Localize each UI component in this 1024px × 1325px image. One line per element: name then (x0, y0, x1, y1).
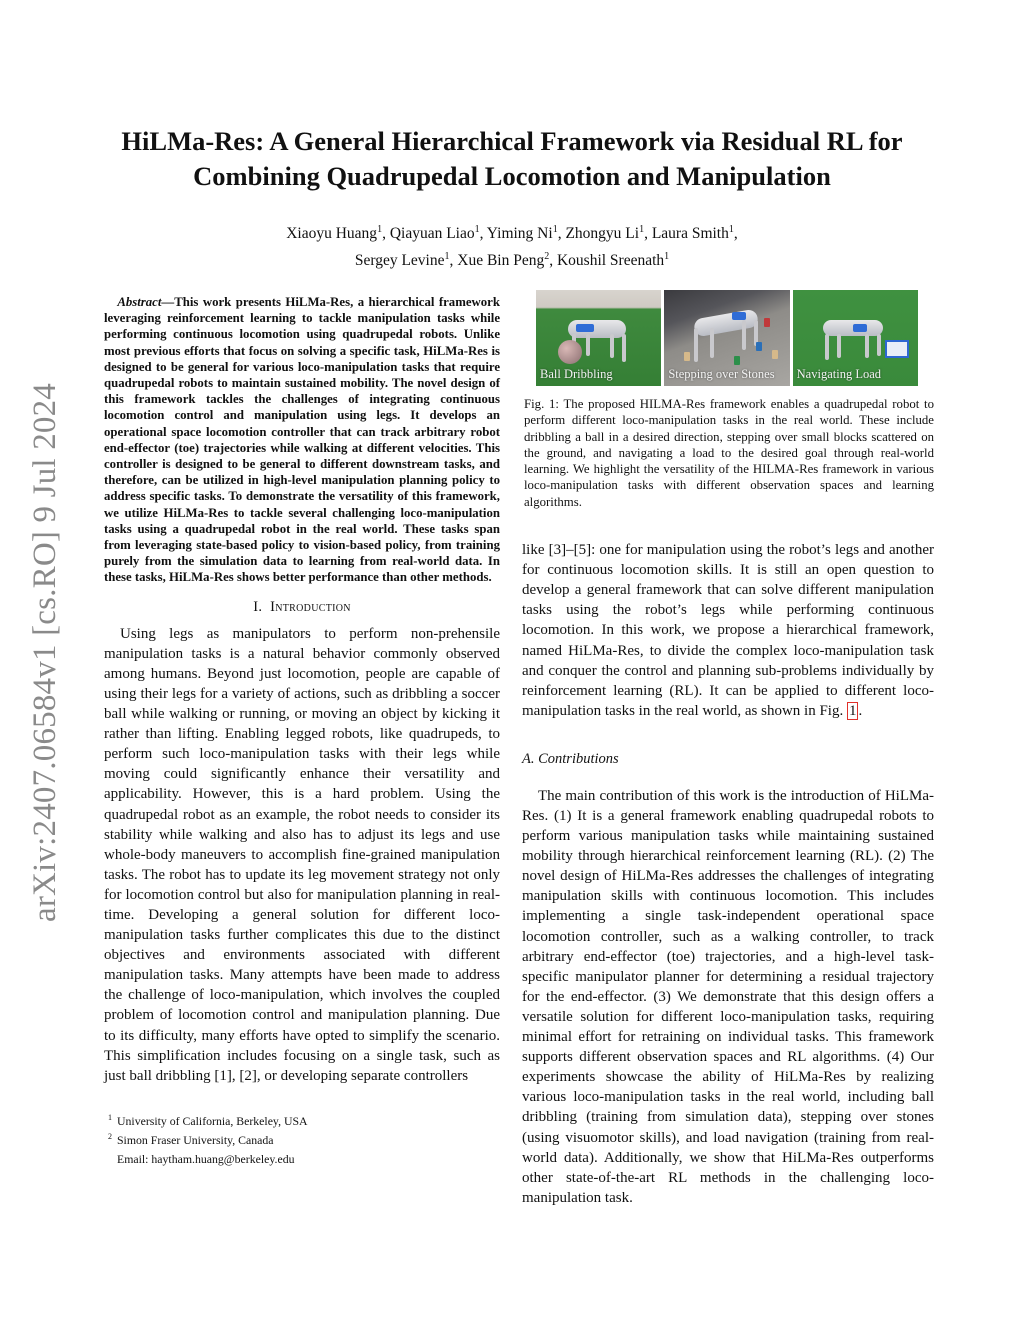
author-line-2 (90, 245, 934, 272)
abstract-text: This work presents HiLMa-Res, a hierarchical framework leveraging reinforcement learning to tackle manipulation tasks while performing continuous locomotion using quadrupedal robots. Unlike most previous efforts that focus on solving a specific task, HiLMa-Res is designed to be general for various loco-manipulation tasks that require quadrupedal robots to maintain sustained mobility. The novel design of this framework tackles the challenges of integrating continuous locomotion control and manipulation using legs. It develops an operational space locomotion controller that can track arbitrary robot end-effector (toe) trajectories while walking at different velocities. This controller is designed to be general to different downstream tasks, and therefore, can be utilized in high-level manipulation planning policy to address specific tasks. To demonstrate the versatility of this framework, we utilize HiLMa-Res to tackle several challenging loco-manipulation tasks using a quadrupedal robot in the real world. These tasks span from leveraging state-based policy to vision-based policy, from training purely from the simulation data to learning from real-world data. In these tasks, HiLMa-Res shows better performance than other methods. (104, 295, 500, 585)
right-column (522, 290, 934, 1208)
figure-1-caption: Fig. 1: The proposed HILMA-Res framework enables a quadrupedal robot to perform different loco-manipulation tasks in the real world. These include dribbling a ball in a desired direction, stepping over small blocks scattered on the ground, and navigating a load to the desired goal through real-world learning. We highlight the versatility of the HILMA-Res framework in various loco-manipulation tasks with different observation spaces and learning algorithms. (524, 397, 934, 509)
author: Laura Smith$^1$, (651, 224, 738, 243)
author: Zhongyu Li$^1$, (565, 224, 652, 243)
author-list (90, 218, 934, 272)
figure-1-images (536, 290, 918, 386)
author-line-1 (90, 218, 934, 245)
author: Koushil Sreenath$^1$ (556, 251, 670, 270)
abstract-label: Abstract (117, 295, 162, 309)
abstract: Abstract—This work presents HiLMa-Res, a hierarchical framework leveraging reinforcement learning to tackle manipulation tasks while performing continuous locomotion using quadrupedal robots. Unlike most previous efforts that focus on solving a specific task, HiLMa-Res is designed to be general for various loco-manipulation tasks that require quadrupedal robots to maintain sustained mobility. The novel design of this framework tackles the challenges of integrating continuous locomotion control and manipulation using legs. It develops an operational space locomotion controller that can track arbitrary robot end-effector (toe) trajectories while walking at different velocities. This controller is designed to be general to different downstream tasks, and therefore, can be utilized in high-level manipulation planning policy to address specific tasks. To demonstrate the versatility of this framework, we utilize HiLMa-Res to tackle several challenging loco-manipulation tasks using a quadrupedal robot in the real world. These tasks span from leveraging state-based policy to vision-based policy, from training purely from the simulation data to learning from real-world data. In these tasks, HiLMa-Res shows better performance than other methods. (104, 295, 500, 585)
panel-label: Ball Dribbling (540, 367, 613, 381)
section-heading-introduction: I. Introduction (253, 598, 351, 615)
title-line-1: HiLMa-Res: A General Hierarchical Framework via Residual RL for (121, 126, 903, 156)
intro-paragraph-continued: like [3]–[5]: one for manipulation using the robot’s legs and another for continuous locomotion skills. It is still an open question to develop a general framework that can solve different manipulation tasks using the robot’s legs while performing continuous locomotion. In this work, we propose a hierarchical framework, named HiLMa-Res, to divide the complex loco-manipulation task and conquer the control and planning sub-problems individually by reinforcement learning (RL). It can be applied to different loco-manipulation tasks in the real world, as shown in Fig. 1 . (522, 542, 934, 719)
figure-reference-link[interactable]: 1 (848, 702, 857, 719)
arxiv-identifier: arXiv:2407.06584v1 [cs.RO] 9 Jul 2024 (27, 382, 64, 922)
arxiv-stamp (16, 372, 76, 932)
panel-label: Navigating Load (796, 367, 882, 381)
paper-title (90, 124, 934, 194)
panel-label: Stepping over Stones (668, 367, 775, 381)
contributions-paragraph: The main contribution of this work is the introduction of HiLMa-Res. (1) It is a general framework enabling quadrupedal robots to perform various manipulation tasks while maintaining sustained mobility through hierarchical reinforcement learning (RL). (2) The novel design of HiLMa-Res addresses the challenges of integrating manipulation skills with continuous locomotion. This includes implementing a single task-independent operational space locomotion controller, such as a walking controller, to track arbitrary end-effector (toe) trajectories, and a high-level task-specific manipulator planner for determining a residual trajectory for the end-effector. (3) We demonstrate that this design offers a versatile solution for different loco-manipulation tasks, requiring minimal effort for retraining on individual tasks. This framework supports different observation spaces and RL algorithms. (4) Our experiments showcase the ability of HiLMa-Res by realizing various loco-manipulation tasks in the real world, including ball dribbling (training from simulation data), stepping over stones (using visuomotor skills), and load navigation (training from real-world data). Additionally, we show that HiLMa-Res outperforms other state-of-the-art RL methods in the challenging loco-manipulation task. (522, 787, 934, 1206)
intro-paragraph: Using legs as manipulators to perform non-prehensile manipulation tasks is a natural behavior commonly observed among humans. Beyond just locomotion, people are capable of using their legs for a variety of actions, such as dribbling a soccer ball while walking or running, or moving an object by kicking it rather than lifting. Enabling legged robots, like quadrupeds, to perform such loco-manipulation tasks with their legs while moving could significantly enhance their versatility and applicability. However, this is a hard problem. Using the quadrupedal robot as an example, the robot needs to consider its stability while walking and also has to adjust its legs and use whole-body maneuvers to accomplish fine-grained manipulation tasks. The robot has to update its leg movement strategy not only for locomotion control but also for manipulation planning in real-time. Developing a general solution for different loco-manipulation tasks further complicates this due to the distinct objectives and environments associated with different manipulation tasks. Many attempts have been made to address the challenge of loco-manipulation, which involves the coupled problem of locomotion control and manipulation planning. Due to its difficulty, many efforts have opted to simplify the scenario. This simplification includes focusing on a single task, such as just ball dribbling [1], [2], or developing separate controllers (104, 625, 500, 1084)
title-line-2: Combining Quadrupedal Locomotion and Manipulation (193, 161, 831, 191)
footnote: $^2$ Simon Fraser University, Canada (108, 1131, 274, 1147)
author: Xue Bin Peng$^2$, (457, 251, 557, 270)
footnote: $^1$ University of California, Berkeley, USA (108, 1112, 308, 1128)
author: Sergey Levine$^1$, (354, 251, 458, 270)
robot-ball-photo (536, 290, 661, 386)
robot-stones-photo (664, 290, 789, 386)
author: Yiming Ni$^1$, (486, 224, 566, 243)
author: Qiayuan Liao$^1$, (389, 224, 487, 243)
robot-load-photo (793, 290, 918, 386)
left-column (104, 294, 500, 1167)
footnote-email: Email: haytham.huang@berkeley.edu (117, 1151, 295, 1166)
footnotes (104, 1110, 500, 1167)
subsection-heading-contributions: A. Contributions (522, 750, 619, 767)
author: Xiaoyu Huang$^1$, (286, 224, 390, 243)
